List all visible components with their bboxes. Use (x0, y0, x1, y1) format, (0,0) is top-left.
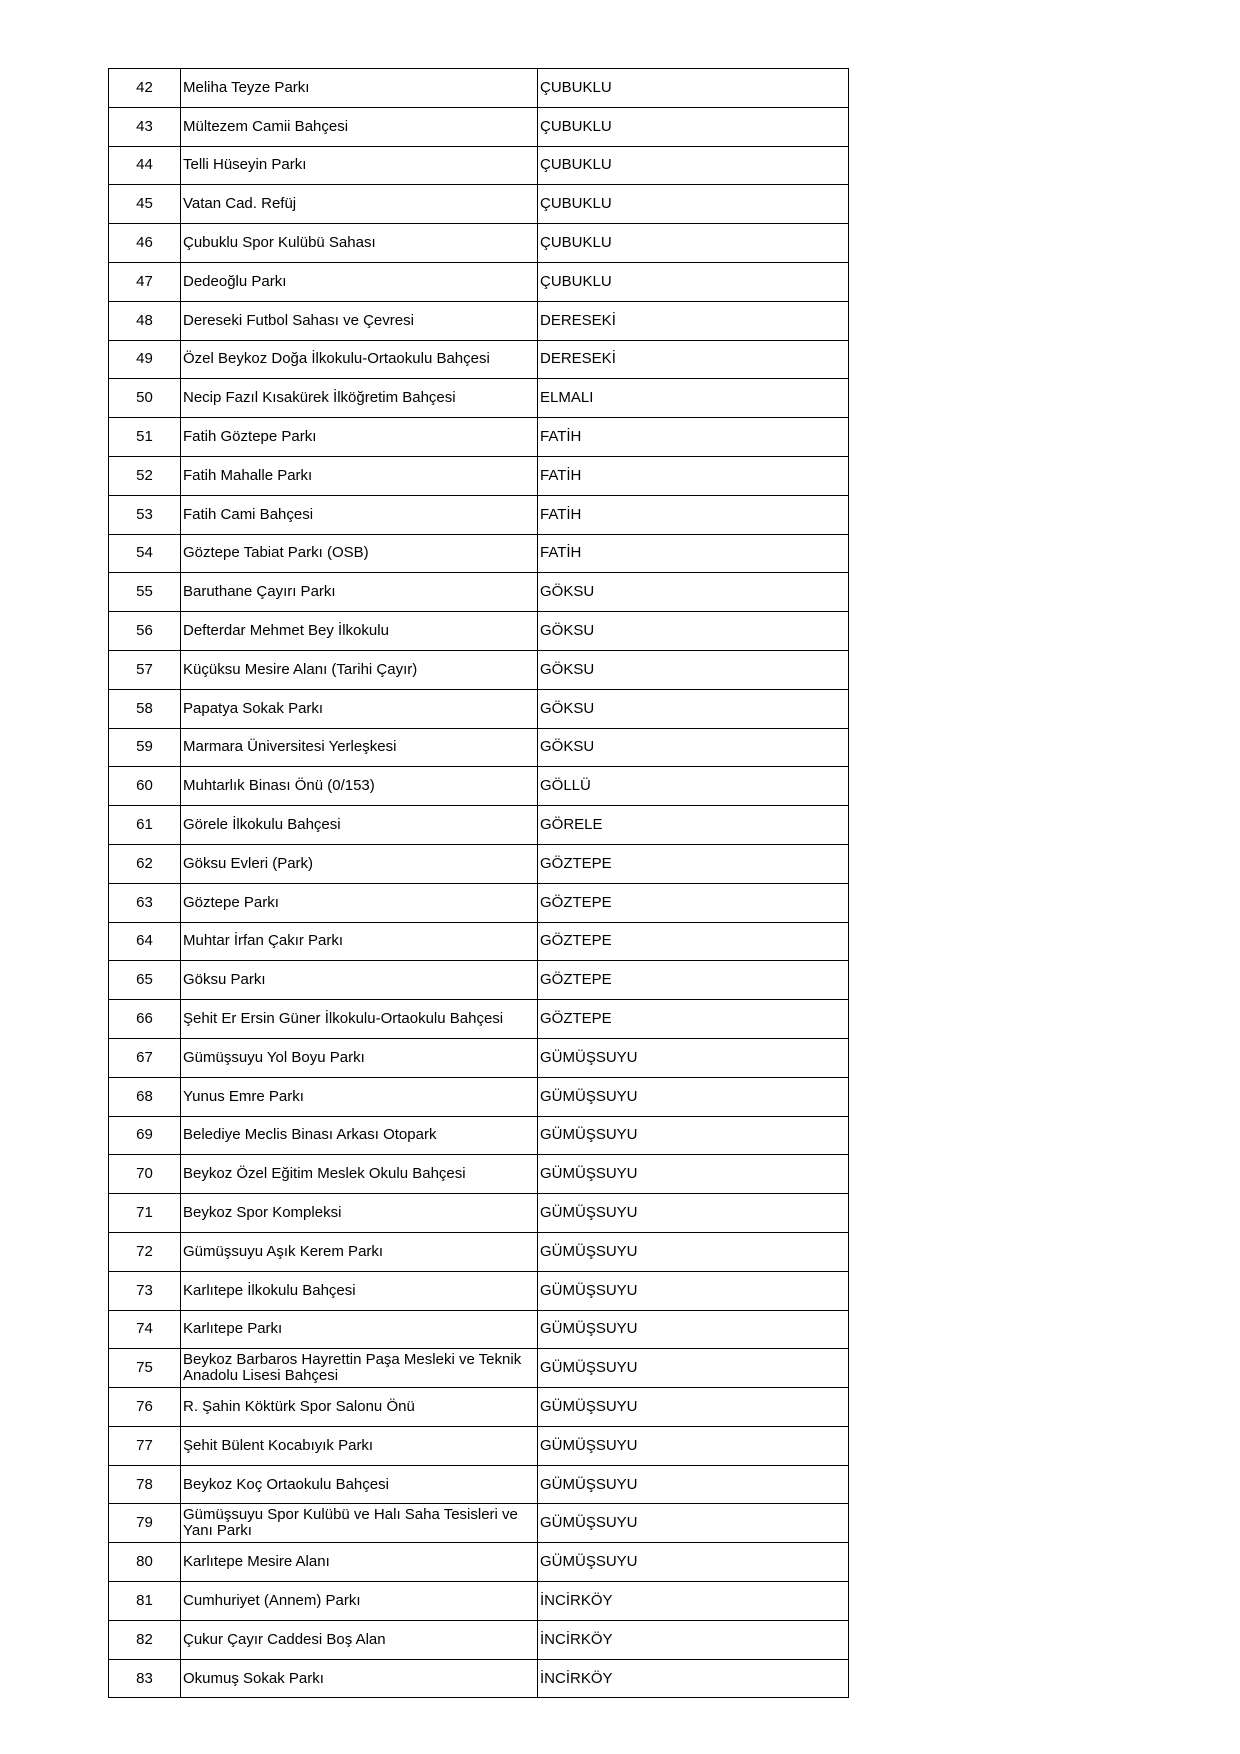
table-row (109, 1155, 849, 1194)
place-name-cell: Çubuklu Spor Kulübü Sahası (181, 224, 538, 263)
place-name-cell: Cumhuriyet (Annem) Parkı (181, 1582, 538, 1621)
row-number-cell: 69 (109, 1116, 181, 1155)
table-row (109, 844, 849, 883)
place-name-cell: Muhtarlık Binası Önü (0/153) (181, 767, 538, 806)
table-row (109, 1232, 849, 1271)
place-name-cell: Dereseki Futbol Sahası ve Çevresi (181, 301, 538, 340)
table-row (109, 340, 849, 379)
district-cell: GÖZTEPE (538, 1000, 849, 1039)
table-row (109, 1271, 849, 1310)
row-number-cell: 61 (109, 806, 181, 845)
district-cell: GÜMÜŞSUYU (538, 1426, 849, 1465)
row-number-cell: 52 (109, 456, 181, 495)
table-row (109, 1038, 849, 1077)
place-name-cell: Marmara Üniversitesi Yerleşkesi (181, 728, 538, 767)
table-row (109, 495, 849, 534)
district-cell: GÖRELE (538, 806, 849, 845)
table-row (109, 767, 849, 806)
place-name-cell: Karlıtepe Parkı (181, 1310, 538, 1349)
place-name-cell: Mültezem Camii Bahçesi (181, 107, 538, 146)
place-name-cell: Baruthane Çayırı Parkı (181, 573, 538, 612)
district-cell: ÇUBUKLU (538, 69, 849, 108)
district-cell: FATİH (538, 456, 849, 495)
place-name-cell: Şehit Bülent Kocabıyık Parkı (181, 1426, 538, 1465)
row-number-cell: 73 (109, 1271, 181, 1310)
row-number-cell: 76 (109, 1388, 181, 1427)
district-cell: ÇUBUKLU (538, 224, 849, 263)
district-cell: GÜMÜŞSUYU (538, 1038, 849, 1077)
row-number-cell: 43 (109, 107, 181, 146)
district-cell: GÖKSU (538, 573, 849, 612)
place-name-cell: Karlıtepe Mesire Alanı (181, 1543, 538, 1582)
table-row (109, 379, 849, 418)
place-name-cell: Göksu Evleri (Park) (181, 844, 538, 883)
district-cell: GÖZTEPE (538, 844, 849, 883)
table-row (109, 1543, 849, 1582)
table-row (109, 534, 849, 573)
row-number-cell: 59 (109, 728, 181, 767)
row-number-cell: 46 (109, 224, 181, 263)
table-row (109, 1504, 849, 1543)
district-cell: GÖZTEPE (538, 922, 849, 961)
place-name-cell: Beykoz Barbaros Hayrettin Paşa Mesleki ve Teknik Anadolu Lisesi Bahçesi (181, 1349, 538, 1388)
row-number-cell: 70 (109, 1155, 181, 1194)
place-name-cell: Gümüşsuyu Aşık Kerem Parkı (181, 1232, 538, 1271)
table-row (109, 69, 849, 108)
table-row (109, 1620, 849, 1659)
place-name-cell: Beykoz Koç Ortaokulu Bahçesi (181, 1465, 538, 1504)
places-table (108, 68, 849, 1698)
table-row (109, 806, 849, 845)
place-name-cell: Beykoz Özel Eğitim Meslek Okulu Bahçesi (181, 1155, 538, 1194)
table-row (109, 573, 849, 612)
place-name-cell: Fatih Cami Bahçesi (181, 495, 538, 534)
district-cell: ÇUBUKLU (538, 185, 849, 224)
row-number-cell: 78 (109, 1465, 181, 1504)
row-number-cell: 63 (109, 883, 181, 922)
place-name-cell: R. Şahin Köktürk Spor Salonu Önü (181, 1388, 538, 1427)
place-name-cell: Görele İlkokulu Bahçesi (181, 806, 538, 845)
table-row (109, 1077, 849, 1116)
table-row (109, 961, 849, 1000)
district-cell: İNCİRKÖY (538, 1582, 849, 1621)
table-row (109, 1349, 849, 1388)
place-name-cell: Belediye Meclis Binası Arkası Otopark (181, 1116, 538, 1155)
table-row (109, 1388, 849, 1427)
place-name-cell: Göztepe Tabiat Parkı (OSB) (181, 534, 538, 573)
row-number-cell: 44 (109, 146, 181, 185)
row-number-cell: 77 (109, 1426, 181, 1465)
district-cell: GÖKSU (538, 689, 849, 728)
row-number-cell: 62 (109, 844, 181, 883)
place-name-cell: Gümüşsuyu Spor Kulübü ve Halı Saha Tesisleri ve Yanı Parkı (181, 1504, 538, 1543)
table-row (109, 1310, 849, 1349)
row-number-cell: 80 (109, 1543, 181, 1582)
row-number-cell: 49 (109, 340, 181, 379)
table-row (109, 728, 849, 767)
district-cell: GÜMÜŞSUYU (538, 1465, 849, 1504)
district-cell: GÜMÜŞSUYU (538, 1349, 849, 1388)
place-name-cell: Göksu Parkı (181, 961, 538, 1000)
place-name-cell: Defterdar Mehmet Bey İlkokulu (181, 612, 538, 651)
place-name-cell: Vatan Cad. Refüj (181, 185, 538, 224)
district-cell: GÜMÜŞSUYU (538, 1077, 849, 1116)
district-cell: GÖKSU (538, 612, 849, 651)
row-number-cell: 64 (109, 922, 181, 961)
table-row (109, 1426, 849, 1465)
row-number-cell: 81 (109, 1582, 181, 1621)
table-row (109, 224, 849, 263)
row-number-cell: 54 (109, 534, 181, 573)
district-cell: ÇUBUKLU (538, 146, 849, 185)
table-row (109, 1116, 849, 1155)
place-name-cell: Telli Hüseyin Parkı (181, 146, 538, 185)
district-cell: GÜMÜŞSUYU (538, 1543, 849, 1582)
row-number-cell: 75 (109, 1349, 181, 1388)
district-cell: FATİH (538, 495, 849, 534)
district-cell: GÜMÜŞSUYU (538, 1388, 849, 1427)
row-number-cell: 60 (109, 767, 181, 806)
place-name-cell: Göztepe Parkı (181, 883, 538, 922)
district-cell: GÜMÜŞSUYU (538, 1504, 849, 1543)
row-number-cell: 83 (109, 1659, 181, 1698)
table-row (109, 922, 849, 961)
place-name-cell: Okumuş Sokak Parkı (181, 1659, 538, 1698)
table-row (109, 1194, 849, 1233)
row-number-cell: 58 (109, 689, 181, 728)
row-number-cell: 66 (109, 1000, 181, 1039)
district-cell: İNCİRKÖY (538, 1620, 849, 1659)
district-cell: GÜMÜŞSUYU (538, 1271, 849, 1310)
district-cell: FATİH (538, 418, 849, 457)
row-number-cell: 57 (109, 650, 181, 689)
row-number-cell: 71 (109, 1194, 181, 1233)
district-cell: GÖKSU (538, 650, 849, 689)
row-number-cell: 42 (109, 69, 181, 108)
table-row (109, 185, 849, 224)
row-number-cell: 56 (109, 612, 181, 651)
district-cell: ÇUBUKLU (538, 107, 849, 146)
place-name-cell: Çukur Çayır Caddesi Boş Alan (181, 1620, 538, 1659)
place-name-cell: Gümüşsuyu Yol Boyu Parkı (181, 1038, 538, 1077)
district-cell: DERESEKİ (538, 340, 849, 379)
row-number-cell: 48 (109, 301, 181, 340)
row-number-cell: 51 (109, 418, 181, 457)
place-name-cell: Karlıtepe İlkokulu Bahçesi (181, 1271, 538, 1310)
place-name-cell: Özel Beykoz Doğa İlkokulu-Ortaokulu Bahçesi (181, 340, 538, 379)
district-cell: İNCİRKÖY (538, 1659, 849, 1698)
table-row (109, 146, 849, 185)
district-cell: GÖZTEPE (538, 961, 849, 1000)
district-cell: GÜMÜŞSUYU (538, 1155, 849, 1194)
row-number-cell: 74 (109, 1310, 181, 1349)
places-table-body (109, 69, 849, 1698)
district-cell: ELMALI (538, 379, 849, 418)
table-row (109, 689, 849, 728)
place-name-cell: Yunus Emre Parkı (181, 1077, 538, 1116)
table-row (109, 650, 849, 689)
district-cell: GÜMÜŞSUYU (538, 1310, 849, 1349)
row-number-cell: 72 (109, 1232, 181, 1271)
row-number-cell: 47 (109, 262, 181, 301)
row-number-cell: 45 (109, 185, 181, 224)
place-name-cell: Beykoz Spor Kompleksi (181, 1194, 538, 1233)
district-cell: GÜMÜŞSUYU (538, 1194, 849, 1233)
place-name-cell: Muhtar İrfan Çakır Parkı (181, 922, 538, 961)
place-name-cell: Şehit Er Ersin Güner İlkokulu-Ortaokulu Bahçesi (181, 1000, 538, 1039)
row-number-cell: 53 (109, 495, 181, 534)
district-cell: ÇUBUKLU (538, 262, 849, 301)
row-number-cell: 82 (109, 1620, 181, 1659)
table-row (109, 418, 849, 457)
district-cell: GÖKSU (538, 728, 849, 767)
place-name-cell: Fatih Mahalle Parkı (181, 456, 538, 495)
district-cell: DERESEKİ (538, 301, 849, 340)
district-cell: GÖZTEPE (538, 883, 849, 922)
row-number-cell: 55 (109, 573, 181, 612)
district-cell: FATİH (538, 534, 849, 573)
row-number-cell: 79 (109, 1504, 181, 1543)
place-name-cell: Necip Fazıl Kısakürek İlköğretim Bahçesi (181, 379, 538, 418)
table-row (109, 612, 849, 651)
row-number-cell: 65 (109, 961, 181, 1000)
row-number-cell: 50 (109, 379, 181, 418)
table-row (109, 1582, 849, 1621)
place-name-cell: Küçüksu Mesire Alanı (Tarihi Çayır) (181, 650, 538, 689)
district-cell: GÜMÜŞSUYU (538, 1232, 849, 1271)
place-name-cell: Dedeoğlu Parkı (181, 262, 538, 301)
district-cell: GÜMÜŞSUYU (538, 1116, 849, 1155)
table-row (109, 456, 849, 495)
place-name-cell: Papatya Sokak Parkı (181, 689, 538, 728)
district-cell: GÖLLÜ (538, 767, 849, 806)
place-name-cell: Meliha Teyze Parkı (181, 69, 538, 108)
table-row (109, 262, 849, 301)
place-name-cell: Fatih Göztepe Parkı (181, 418, 538, 457)
table-row (109, 107, 849, 146)
table-row (109, 1465, 849, 1504)
table-row (109, 1659, 849, 1698)
row-number-cell: 68 (109, 1077, 181, 1116)
table-row (109, 883, 849, 922)
row-number-cell: 67 (109, 1038, 181, 1077)
table-row (109, 1000, 849, 1039)
table-row (109, 301, 849, 340)
